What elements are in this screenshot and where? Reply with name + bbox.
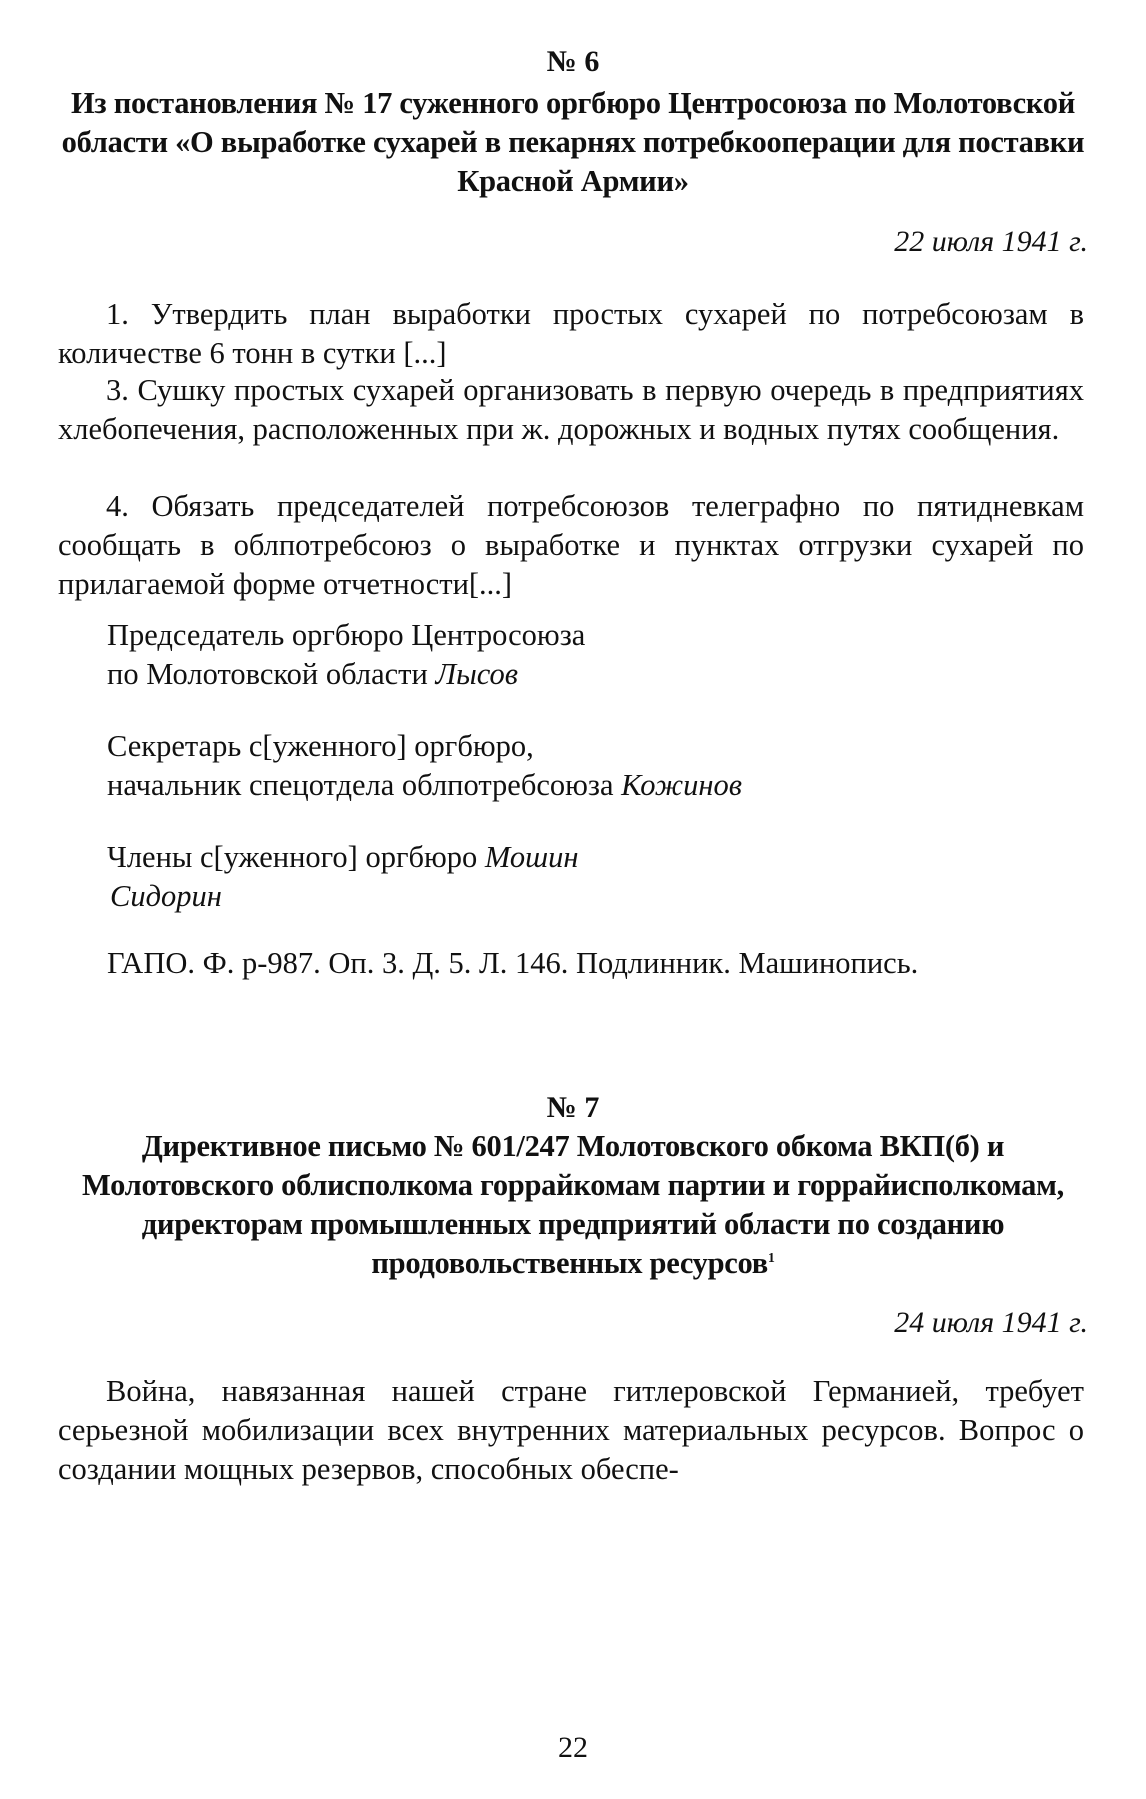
- signature-member-name-2: Сидорин: [110, 879, 222, 913]
- doc6-number: № 6: [546, 45, 600, 78]
- signature-secretary-role: начальник спецотдела облпотребсоюза: [107, 768, 622, 802]
- signature-chairman-title: Председатель оргбюро Центросоюза: [107, 618, 586, 652]
- signature-members: [107, 838, 579, 877]
- doc6-title: Из постановления № 17 суженного оргбюро Центросоюза по Молотовской области «О выработке сухарей в пекарнях потребкооперации для поставки Красной Армии»: [61, 86, 1085, 198]
- footnote-marker: 1: [767, 1250, 775, 1266]
- doc7-title: [60, 1127, 1086, 1283]
- signature-member-name-1: Мошин: [484, 840, 579, 874]
- archive-source: ГАПО. Ф. р-987. Оп. 3. Д. 5. Л. 146. Подлинник. Машинопись.: [107, 946, 919, 980]
- signature-chairman: [107, 655, 518, 694]
- signature-secretary: [107, 766, 742, 805]
- signature-secretary-name: Кожинов: [621, 768, 742, 802]
- doc6-paragraph-4: 4. Обязать председателей потребсоюзов телеграфно по пятидневкам сообщать в облпотребсоюз о выработке и пунктах отгрузки сухарей по прилагаемой форме отчетности[...]: [58, 489, 1084, 601]
- doc7-title-text: Директивное письмо № 601/247 Молотовского обкома ВКП(б) и Молотовского облисполкома горрайкомам партии и горрайисполкомам, директорам промышленных предприятий области по созданию продовольственных ресурсов: [82, 1129, 1064, 1280]
- signature-members-title: Члены с[уженного] оргбюро: [107, 840, 485, 874]
- signature-secretary-title: Секретарь с[уженного] оргбюро,: [107, 729, 534, 763]
- doc7-paragraph-1: Война, навязанная нашей стране гитлеровской Германией, требует серьезной мобилизации всех внутренних материальных ресурсов. Вопрос о создании мощных резервов, способных обеспе-: [58, 1374, 1084, 1486]
- doc7-number: № 7: [546, 1091, 600, 1124]
- signature-chairman-name: Лысов: [435, 657, 519, 691]
- page-number: 22: [558, 1731, 588, 1764]
- doc6-paragraph-1: 1. Утвердить план выработки простых сухарей по потребсоюзам в количестве 6 тонн в сутки [...]: [58, 297, 1084, 370]
- signature-chairman-org: по Молотовской области: [107, 657, 436, 691]
- doc6-date: 22 июля 1941 г.: [894, 225, 1088, 258]
- doc7-date: 24 июля 1941 г.: [894, 1306, 1088, 1339]
- doc6-paragraph-3: 3. Сушку простых сухарей организовать в первую очередь в предприятиях хлебопечения, расположенных при ж. дорожных и водных путях сообщения.: [58, 373, 1084, 446]
